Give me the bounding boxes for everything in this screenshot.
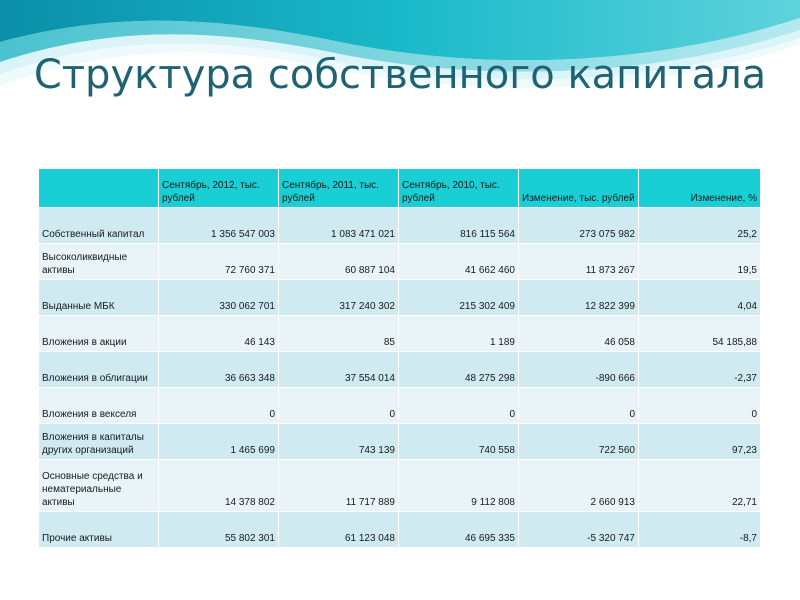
header-cell [39,169,159,208]
row-label: Вложения в акции [39,316,159,352]
table-header-row [39,169,761,208]
cell-value: 41 662 460 [399,244,519,280]
row-label: Прочие активы [39,512,159,548]
row-label: Вложения в капиталы других организаций [39,424,159,460]
cell-value: 46 143 [159,316,279,352]
header-cell: Изменение, тыс. рублей [519,169,639,208]
cell-value: -5 320 747 [519,512,639,548]
row-label: Высоколиквидные активы [39,244,159,280]
cell-value: 0 [639,388,761,424]
cell-value: 215 302 409 [399,280,519,316]
cell-value: -890 666 [519,352,639,388]
table-row [39,388,761,424]
header-cell: Сентябрь, 2011, тыс. рублей [279,169,399,208]
cell-value: 0 [399,388,519,424]
cell-value: 11 717 889 [279,460,399,512]
row-label: Выданные МБК [39,280,159,316]
cell-value: 273 075 982 [519,208,639,244]
cell-value: 2 660 913 [519,460,639,512]
table-row [39,352,761,388]
row-label: Вложения в векселя [39,388,159,424]
row-label: Основные средства и нематериальные активы [39,460,159,512]
cell-value: 317 240 302 [279,280,399,316]
cell-value: -8,7 [639,512,761,548]
table-row [39,316,761,352]
cell-value: 19,5 [639,244,761,280]
row-label: Вложения в облигации [39,352,159,388]
cell-value: 55 802 301 [159,512,279,548]
cell-value: 22,71 [639,460,761,512]
cell-value: 11 873 267 [519,244,639,280]
cell-value: 61 123 048 [279,512,399,548]
cell-value: 37 554 014 [279,352,399,388]
cell-value: 25,2 [639,208,761,244]
cell-value: 330 062 701 [159,280,279,316]
cell-value: 97,23 [639,424,761,460]
cell-value: 72 760 371 [159,244,279,280]
table-row [39,460,761,512]
table-row [39,244,761,280]
cell-value: 1 083 471 021 [279,208,399,244]
header-cell: Сентябрь, 2010, тыс. рублей [399,169,519,208]
cell-value: 743 139 [279,424,399,460]
cell-value: 0 [519,388,639,424]
table-row [39,208,761,244]
cell-value: 46 695 335 [399,512,519,548]
cell-value: -2,37 [639,352,761,388]
cell-value: 1 465 699 [159,424,279,460]
cell-value: 9 112 808 [399,460,519,512]
table-row [39,280,761,316]
cell-value: 722 560 [519,424,639,460]
cell-value: 12 822 399 [519,280,639,316]
header-cell: Изменение, % [639,169,761,208]
cell-value: 1 356 547 003 [159,208,279,244]
page-title: Структура собственного капитала [33,52,767,98]
cell-value: 48 275 298 [399,352,519,388]
cell-value: 740 558 [399,424,519,460]
cell-value: 0 [159,388,279,424]
equity-structure-table [38,168,761,548]
cell-value: 0 [279,388,399,424]
cell-value: 14 378 802 [159,460,279,512]
cell-value: 1 189 [399,316,519,352]
cell-value: 60 887 104 [279,244,399,280]
row-label: Собственный капитал [39,208,159,244]
cell-value: 54 185,88 [639,316,761,352]
cell-value: 85 [279,316,399,352]
table-row [39,512,761,548]
table-row [39,424,761,460]
cell-value: 46 058 [519,316,639,352]
cell-value: 816 115 564 [399,208,519,244]
header-cell: Сентябрь, 2012, тыс. рублей [159,169,279,208]
cell-value: 4,04 [639,280,761,316]
cell-value: 36 663 348 [159,352,279,388]
